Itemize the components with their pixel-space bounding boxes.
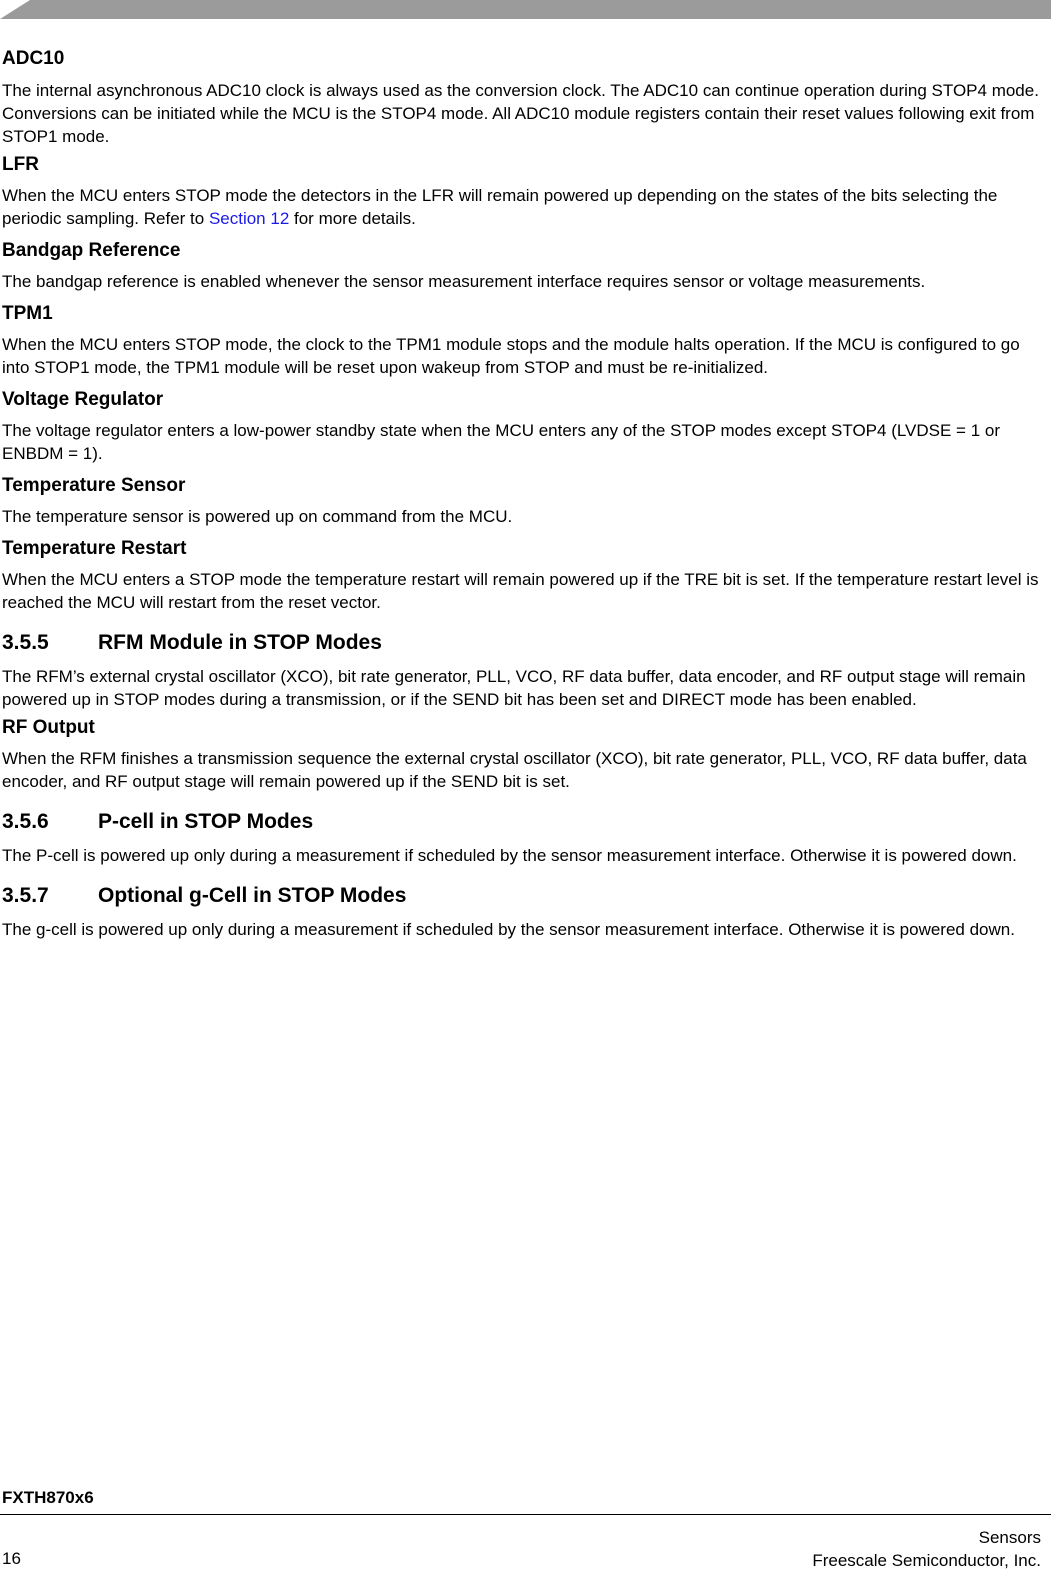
section-number: 3.5.5 — [2, 631, 49, 654]
section-title: RFM Module in STOP Modes — [98, 631, 382, 654]
heading-lfr: LFR — [2, 154, 39, 175]
para-lfr — [2, 184, 1048, 230]
page-content — [2, 46, 1048, 941]
footer-line-company: Freescale Semiconductor, Inc. — [812, 1551, 1041, 1570]
section-title: P-cell in STOP Modes — [98, 810, 314, 833]
para-temperature-restart: When the MCU enters a STOP mode the temperature restart will remain powered up if the TRE bit is set. If the temperature restart level is reached the MCU will restart from the reset vector. — [2, 570, 1039, 612]
para-rf-output: When the RFM finishes a transmission sequence the external crystal oscillator (XCO), bit rate generator, PLL, VCO, RF data buffer, data encoder, and RF output stage will remain powered up if the SEND bit is set. — [2, 749, 1027, 791]
para-voltage-regulator: The voltage regulator enters a low-power standby state when the MCU enters any of the STOP modes except STOP4 (LVDSE = 1 or ENBDM = 1). — [2, 421, 1001, 463]
section-heading-3-5-7 — [2, 881, 1048, 911]
section-number: 3.5.6 — [2, 810, 49, 833]
footer-line-sensors: Sensors — [978, 1528, 1041, 1547]
heading-voltage-regulator: Voltage Regulator — [2, 389, 164, 410]
section-number: 3.5.7 — [2, 884, 49, 907]
para-lfr-text-end: for more details. — [289, 209, 416, 228]
para-p-cell: The P-cell is powered up only during a measurement if scheduled by the sensor measurement interface. Otherwise it is powered down. — [2, 846, 1017, 865]
section-title: Optional g-Cell in STOP Modes — [98, 884, 407, 907]
heading-bandgap-reference: Bandgap Reference — [2, 240, 181, 261]
para-adc10: The internal asynchronous ADC10 clock is always used as the conversion clock. The ADC10 can continue operation during STOP4 mode. Conversions can be initiated while the MCU is the STOP4 mode. All ADC10 module registers contain their reset values following exit from STOP1 mode. — [2, 81, 1039, 146]
section-heading-3-5-5 — [2, 628, 1048, 658]
page-number: 16 — [2, 1549, 21, 1568]
heading-rf-output: RF Output — [2, 717, 95, 738]
heading-adc10: ADC10 — [2, 48, 65, 69]
section-heading-3-5-6 — [2, 807, 1048, 837]
para-tpm1: When the MCU enters STOP mode, the clock to the TPM1 module stops and the module halts operation. If the MCU is configured to go into STOP1 mode, the TPM1 module will be reset upon wakeup from STOP and must be re-initialized. — [2, 335, 1020, 377]
footer-publisher — [812, 1526, 1041, 1572]
para-bandgap-reference: The bandgap reference is enabled whenever the sensor measurement interface requires sensor or voltage measurements. — [2, 272, 926, 291]
section-12-link[interactable]: Section 12 — [208, 209, 290, 228]
footer-doc-id: FXTH870x6 — [2, 1488, 94, 1507]
para-lfr-text: When the MCU enters STOP mode the detectors in the LFR will remain powered up depending on the states of the bits selecting the periodic sampling. Refer to — [2, 186, 998, 228]
header-bar — [0, 0, 1051, 19]
heading-temperature-sensor: Temperature Sensor — [2, 475, 186, 496]
footer-divider — [0, 1514, 1051, 1515]
para-rfm-stop-modes: The RFM’s external crystal oscillator (XCO), bit rate generator, PLL, VCO, RF data buffer, data encoder, and RF output stage will remain powered up in STOP modes during a transmission, or if the SEND bit has been set and DIRECT mode has been enabled. — [2, 667, 1026, 709]
heading-tpm1: TPM1 — [2, 303, 53, 324]
para-temperature-sensor: The temperature sensor is powered up on command from the MCU. — [2, 507, 513, 526]
para-g-cell: The g-cell is powered up only during a measurement if scheduled by the sensor measurement interface. Otherwise it is powered down. — [2, 920, 1015, 939]
heading-temperature-restart: Temperature Restart — [2, 538, 187, 559]
